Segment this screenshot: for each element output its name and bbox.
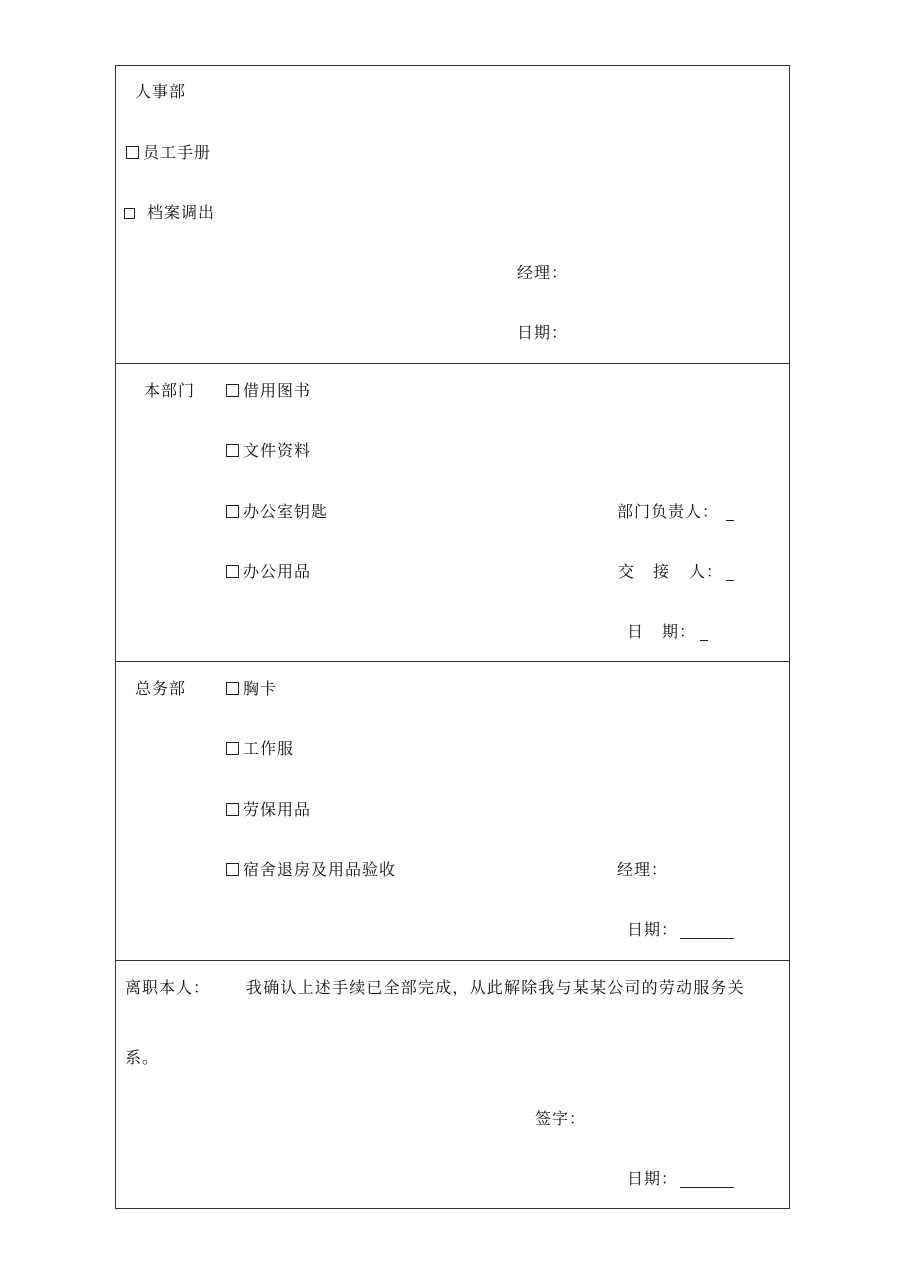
general-section-title: 总务部 — [135, 679, 187, 698]
hr-item-file-transfer: 档案调出 — [147, 203, 216, 222]
checkbox-office-keys[interactable] — [226, 505, 239, 518]
resignee-signature-label: 签字： — [535, 1109, 587, 1128]
dept-date-label-char-2: 期： — [662, 622, 697, 641]
general-manager-label: 经理： — [617, 860, 669, 879]
handover-label-char-3: 人： — [689, 562, 724, 581]
row-divider — [115, 661, 790, 662]
checkbox-protective-gear[interactable] — [226, 803, 239, 816]
checkbox-badge[interactable] — [226, 682, 239, 695]
dept-item-borrowed-books: 借用图书 — [243, 381, 312, 400]
dept-head-blank[interactable] — [726, 505, 734, 521]
handover-label-char-1: 交 — [618, 562, 636, 581]
general-item-dorm-checkout: 宿舍退房及用品验收 — [243, 860, 397, 879]
resignee-date-blank[interactable] — [680, 1172, 734, 1188]
general-date-blank[interactable] — [680, 923, 734, 939]
handover-label-char-2: 接 — [653, 562, 671, 581]
row-divider — [115, 960, 790, 961]
resignee-statement-line2: 系。 — [125, 1048, 160, 1067]
checkbox-office-supplies[interactable] — [226, 565, 239, 578]
dept-date-label-char-1: 日 — [627, 622, 645, 641]
dept-item-office-supplies: 办公用品 — [243, 562, 312, 581]
checkbox-file-transfer[interactable] — [124, 208, 135, 219]
hr-item-employee-handbook: 员工手册 — [143, 143, 212, 162]
checkbox-work-uniform[interactable] — [226, 742, 239, 755]
general-item-protective-gear: 劳保用品 — [243, 800, 312, 819]
hr-section-title: 人事部 — [135, 82, 187, 101]
row-divider — [115, 363, 790, 364]
hr-manager-label: 经理： — [517, 263, 569, 282]
general-item-work-uniform: 工作服 — [243, 739, 295, 758]
checkbox-borrowed-books[interactable] — [226, 384, 239, 397]
resignee-label: 离职本人： — [125, 978, 211, 997]
checkbox-dorm-checkout[interactable] — [226, 863, 239, 876]
general-date-label: 日期： — [627, 920, 679, 939]
resignee-statement-line1: 我确认上述手续已全部完成，从此解除我与某某公司的劳动服务关 — [246, 978, 745, 997]
checkbox-documents[interactable] — [226, 444, 239, 457]
dept-item-documents: 文件资料 — [243, 441, 312, 460]
dept-section-title: 本部门 — [144, 381, 196, 400]
dept-item-office-keys: 办公室钥匙 — [243, 502, 329, 521]
resignee-date-label: 日期： — [627, 1169, 679, 1188]
dept-date-blank[interactable] — [700, 625, 708, 641]
checkbox-employee-handbook[interactable] — [126, 146, 139, 159]
general-item-badge: 胸卡 — [243, 679, 278, 698]
hr-date-label: 日期： — [517, 323, 569, 342]
handover-blank[interactable] — [726, 565, 734, 581]
dept-head-label: 部门负责人： — [617, 502, 720, 521]
